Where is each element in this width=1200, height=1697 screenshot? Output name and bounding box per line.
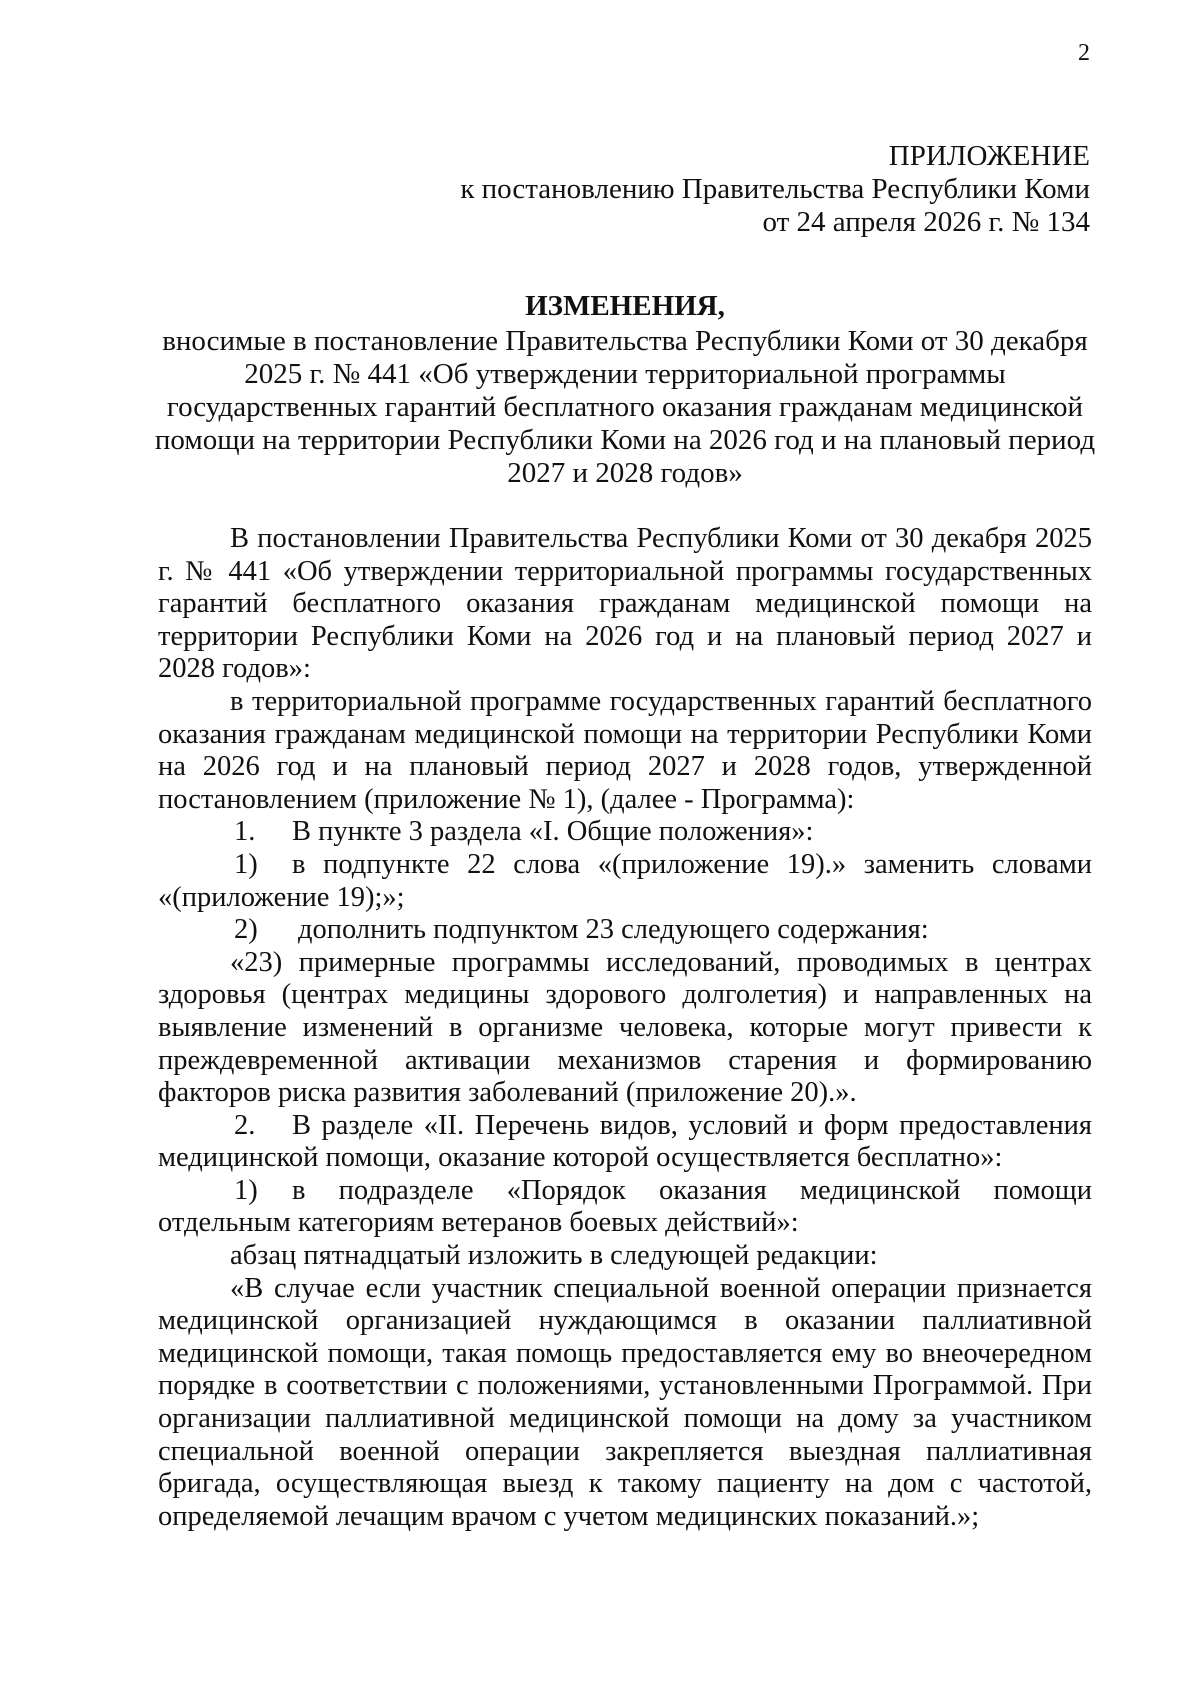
- subitem-23-paragraph: «23) примерные программы исследований, проводимых в центрах здоровья (центрах медицины здорового долголетия) и направленных на выявление изменений в организме человека, которые могут привести к преждевременной активации механизмов старения и формированию факторов риска развития заболеваний (приложение 20).».: [158, 946, 1092, 1109]
- program-paragraph: в территориальной программе государственных гарантий бесплатного оказания гражданам медицинской помощи на территории Республики Коми на 2026 год и на плановый период 2027 и 2028 годов, утвержденной постановлением (приложение № 1), (далее - Программа):: [158, 685, 1092, 815]
- item-1-2-text: дополнить подпунктом 23 следующего содержания:: [298, 914, 929, 946]
- item-1-text: В пункте 3 раздела «I. Общие положения»:: [292, 816, 814, 848]
- quoted-paragraph: «В случае если участник специальной военной операции признается медицинской организацией нуждающимся в оказании паллиативной медицинской помощи, такая помощь предоставляется ему во внеочередном порядке в соответствии с положениями, установленными Программой. При организации паллиативной медицинской помощи на дому за участником специальной военной операции закрепляется выездная паллиативная бригада, осуществляющая выезд к такому пациенту на дом с частотой, определяемой лечащим врачом с учетом медицинских показаний.»;: [158, 1272, 1092, 1532]
- item-2-1: [158, 1175, 1092, 1240]
- item-1-2: [158, 914, 1092, 947]
- page-number: 2: [1078, 40, 1090, 66]
- item-1-1-text: в подпункте 22 слова «(приложение 19).» заменить словами «(приложение 19);»;: [158, 848, 1092, 913]
- appendix-heading: ПРИЛОЖЕНИЕ: [888, 140, 1090, 172]
- item-2-number: 2.: [234, 1109, 256, 1141]
- paragraph-instruction: абзац пятнадцатый изложить в следующей редакции:: [230, 1240, 878, 1272]
- item-1-1-number: 1): [234, 848, 258, 880]
- appendix-resolution-line: к постановлению Правительства Республики Коми: [460, 173, 1090, 205]
- appendix-date-line: от 24 апреля 2026 г. № 134: [762, 206, 1090, 238]
- item-1-number: 1.: [234, 816, 256, 848]
- document-subtitle: вносимые в постановление Правительства Республики Коми от 30 декабря 2025 г. № 441 «Об утверждении территориальной программы государственных гарантий бесплатного оказания гражданам медицинской помощи на территории Республики Коми на 2026 год и на плановый период 2027 и 2028 годов»: [154, 325, 1096, 489]
- intro-paragraph: В постановлении Правительства Республики Коми от 30 декабря 2025 г. № 441 «Об утверждении территориальной программы государственных гарантий бесплатного оказания гражданам медицинской помощи на территории Республики Коми на 2026 год и на плановый период 2027 и 2028 годов»:: [158, 523, 1092, 685]
- item-2-text: В разделе «II. Перечень видов, условий и форм предоставления медицинской помощи, оказание которой осуществляется бесплатно»:: [158, 1109, 1092, 1174]
- item-2-1-text: в подразделе «Порядок оказания медицинской помощи отдельным категориям ветеранов боевых действий»:: [158, 1174, 1092, 1239]
- document-body: [158, 523, 1092, 1533]
- item-1: [158, 816, 1092, 849]
- item-2: [158, 1110, 1092, 1175]
- item-1-2-number: 2): [234, 914, 258, 946]
- document-title-block: [150, 290, 1100, 490]
- item-2-1-number: 1): [234, 1174, 258, 1206]
- appendix-block: [290, 140, 1090, 239]
- document-title: ИЗМЕНЕНИЯ,: [525, 290, 725, 322]
- item-1-1: [158, 849, 1092, 914]
